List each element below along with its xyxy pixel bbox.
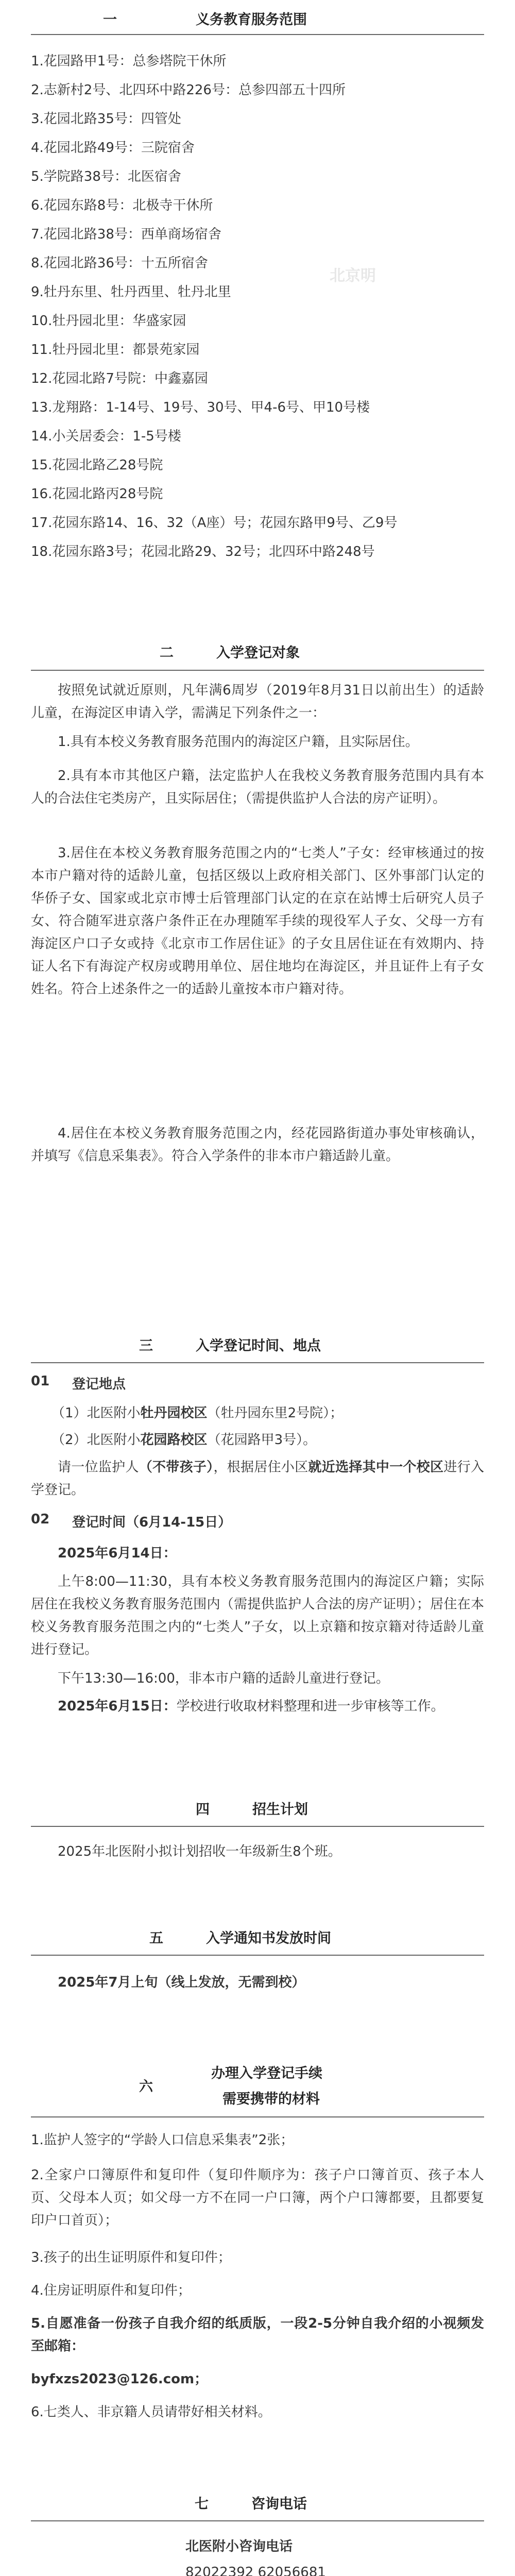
- section-number: 四: [196, 1802, 210, 1818]
- list-item: 17.花园东路14、16、32（A座）号；花园东路甲9号、乙9号: [31, 515, 398, 531]
- section-heading-line-2: 需要携带的材料: [222, 2091, 320, 2107]
- section-heading-line-1: 办理入学登记手续: [211, 2065, 322, 2081]
- email-address: byfxzs2023@126.com；: [31, 2371, 208, 2387]
- section-number: 三: [139, 1338, 153, 1354]
- divider: [31, 34, 484, 35]
- list-item: 6.花园东路8号：北极寺干休所: [31, 198, 213, 213]
- registration-note: 请一位监护人（不带孩子），根据居住小区就近选择其中一个校区进行入学登记。: [31, 1460, 484, 1498]
- material-6: 6.七类人、非京籍人员请带好相关材料。: [31, 2404, 271, 2420]
- divider: [31, 2116, 484, 2117]
- eligibility-item-1: 1.具有本校义务教育服务范围内的海淀区户籍，且实际居住。: [58, 734, 419, 750]
- section-heading: 招生计划: [252, 1802, 308, 1818]
- section-heading: 入学通知书发放时间: [206, 1930, 331, 1946]
- list-item: 1.花园路甲1号：总参塔院干休所: [31, 54, 227, 69]
- divider: [31, 1826, 484, 1827]
- eligibility-item-2: 2.具有本市其他区户籍，法定监护人在我校义务教育服务范围内具有本人的合法住宅类房产，且实际居住；（需提供监护人合法的房产证明）。: [31, 768, 484, 806]
- campus-huayuanlu: （2）北医附小花园路校区（花园路甲3号）。: [52, 1432, 317, 1448]
- place-heading: 登记地点: [72, 1377, 126, 1392]
- section-number: 七: [195, 2496, 209, 2512]
- section-number: 六: [139, 2079, 153, 2095]
- date-2: 2025年6月15日：学校进行收取材料整理和进一步审核等工作。: [58, 1699, 444, 1714]
- eligibility-item-4: 4.居住在本校义务教育服务范围之内，经花园路街道办事处审核确认，并填写《信息采集表》。符合入学条件的非本市户籍适龄儿童。: [31, 1126, 484, 1164]
- divider: [31, 2520, 484, 2521]
- section-heading: 入学登记对象: [216, 645, 300, 661]
- list-item: 2.志新村2号、北四环中路226号：总参四部五十四所: [31, 82, 346, 98]
- watermark: 北京明: [330, 267, 376, 285]
- list-item: 12.花园北路7号院：中鑫嘉园: [31, 371, 208, 386]
- list-item: 13.龙翔路：1-14号、19号、30号、甲4-6号、甲10号楼: [31, 400, 370, 415]
- place-number: 01: [31, 1374, 50, 1389]
- divider: [31, 1955, 484, 1956]
- list-item: 9.牡丹东里、牡丹西里、牡丹北里: [31, 284, 231, 300]
- material-3: 3.孩子的出生证明原件和复印件；: [31, 2250, 231, 2265]
- list-item: 4.花园北路49号：三院宿舍: [31, 140, 195, 156]
- list-item: 10.牡丹园北里：华盛家园: [31, 313, 186, 329]
- section-heading: 咨询电话: [251, 2496, 307, 2512]
- material-2: 2.全家户口簿原件和复印件（复印件顺序为：孩子户口簿首页、孩子本人页、父母本人页；如父母一方不在同一户口簿，两个户口簿都要，且都要复印户口首页）；: [31, 2167, 484, 2228]
- list-item: 16.花园北路丙28号院: [31, 486, 163, 502]
- material-1: 1.监护人签字的“学龄人口信息采集表”2张；: [31, 2132, 294, 2148]
- material-4: 4.住房证明原件和复印件；: [31, 2283, 191, 2298]
- list-item: 15.花园北路乙28号院: [31, 457, 163, 473]
- campus-mudanyuan: （1）北医附小牡丹园校区（牡丹园东里2号院）；: [52, 1405, 344, 1421]
- enrollment-plan: 2025年北医附小拟计划招收一年级新生8个班。: [58, 1844, 341, 1859]
- list-item: 8.花园北路36号：十五所宿舍: [31, 256, 208, 271]
- afternoon-session: 下午13:30—16:00，非本市户籍的适龄儿童进行登记。: [58, 1671, 389, 1686]
- list-item: 3.花园北路35号：四管处: [31, 111, 181, 127]
- list-item: 5.学院路38号：北医宿舍: [31, 169, 181, 184]
- section-heading: 入学登记时间、地点: [196, 1338, 321, 1354]
- consult-heading-1: 北医附小咨询电话: [185, 2539, 293, 2554]
- list-item: 11.牡丹园北里：都景苑家园: [31, 342, 200, 358]
- morning-session: 上午8:00—11:30，具有本校义务教育服务范围内的海淀区户籍；实际居住在我校义务教育服务范围内（需提供监护人合法的房产证明）；居住在本校义务教育服务范围之内的“七类人”子女，以上京籍和按京籍对待适龄儿童进行登记。: [31, 1574, 484, 1657]
- section-number: 五: [149, 1930, 163, 1946]
- section-number: 二: [160, 645, 174, 661]
- eligibility-intro: 按照免试就近原则，凡年满6周岁（2019年8月31日以前出生）的适龄儿童，在海淀区申请入学，需满足下列条件之一：: [31, 683, 484, 721]
- section-number: 一: [103, 12, 117, 28]
- list-item: 18.花园东路3号；花园北路29、32号；北四环中路248号: [31, 544, 375, 560]
- time-number: 02: [31, 1512, 50, 1527]
- consult-phone-1: 82022392 62056681: [185, 2565, 326, 2576]
- time-heading: 登记时间（6月14-15日）: [72, 1515, 232, 1530]
- divider: [31, 1362, 484, 1363]
- section-heading: 义务教育服务范围: [196, 12, 307, 28]
- date-1: 2025年6月14日：: [58, 1546, 177, 1561]
- eligibility-item-3: 3.居住在本校义务教育服务范围之内的“七类人”子女：经审核通过的按本市户籍对待的适龄儿童，包括区级以上政府相关部门、区外事部门认定的华侨子女、国家或北京市博士后管理部门认定的在京在站博士后研究人员子女、符合随军进京落户条件正在办理随军手续的现役军人子女、父母一方有海淀区户口子女或持《北京市工作居住证》的子女且居住证在有效期内、持证人名下有海淀产权房或聘用单位、居住地均在海淀区，并且证件上有子女姓名。符合上述条件之一的适龄儿童按本市户籍对待。: [31, 845, 484, 997]
- notice-time: 2025年7月上旬（线上发放，无需到校）: [58, 1975, 305, 1990]
- divider: [31, 670, 484, 671]
- list-item: 7.花园北路38号：西单商场宿舍: [31, 227, 221, 242]
- list-item: 14.小关居委会：1-5号楼: [31, 429, 181, 444]
- material-5: 5.自愿准备一份孩子自我介绍的纸质版，一段2-5分钟自我介绍的小视频发至邮箱：: [31, 2316, 484, 2354]
